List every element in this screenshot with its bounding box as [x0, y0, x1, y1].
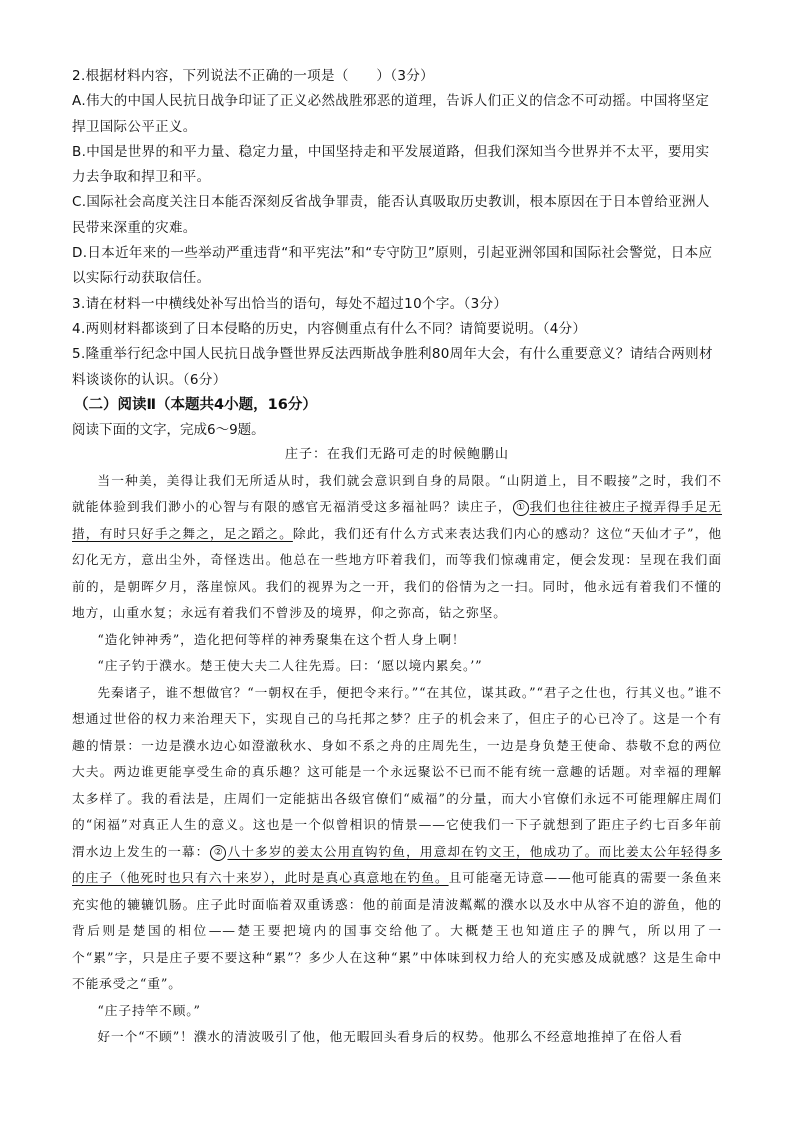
- question-4: 4.两则材料都谈到了日本侵略的历史，内容侧重点有什么不同？请简要说明。（4分）: [72, 320, 587, 337]
- paragraph-text: 且可能毫无诗意——他可能真的需要一条鱼来充实他的辘辘饥肠。庄子此时面临着双重诱惑：他的前面是清波粼粼的濮水以及水中从容不迫的游鱼，他的背后则是楚国的相位——楚王要把境内的国事交给他了。大概楚王也知道庄子的脾气，所以用了一个“累”字，只是庄子要不要这种“累”？多少人在这种“累”中体味到权力给人的充实感及成就感？这是生命中不能承受之“重”。: [72, 870, 722, 992]
- question-5: 5.隆重举行纪念中国人民抗日战争暨世界反法西斯战争胜利80周年大会，有什么重要意义？请结合两则材料谈谈你的认识。（6分）: [72, 346, 713, 388]
- question-2-stem: 2.根据材料内容，下列说法不正确的一项是（ ）（3分）: [72, 68, 435, 84]
- article-paragraph-3: “庄子钓于濮水。楚王使大夫二人往先焉。曰：‘愿以境内累矣。’”: [97, 658, 483, 674]
- underlined-sentence-2: 八十多岁的姜太公用直钩钓鱼，用意却在钓文王，他成功了。而比姜太公年轻得多的庄子（他死时也只有六十来岁），此时是真心真意地在钓鱼。: [72, 843, 722, 886]
- question-2-option-d: D.日本近年来的一些举动严重违背“和平宪法”和“专守防卫”原则，引起亚洲邻国和国际社会警觉，日本应以实际行动获取信任。: [72, 245, 713, 287]
- underlined-sentence-1: 我们也往往被庄子搅弄得手足无措，有时只好手之舞之，足之蹈之。: [72, 499, 722, 541]
- article-paragraph-6: 好一个“不顾”！濮水的清波吸引了他，他无暇回头看身后的权势。他那么不经意地推掉了在俗人看: [97, 1029, 683, 1045]
- question-2-option-c: C.国际社会高度关注日本能否深刻反省战争罪责，能否认真吸取历史教训，根本原因在于日本曾给亚洲人民带来深重的灾难。: [72, 194, 710, 236]
- article-paragraph-2: “造化钟神秀”，造化把何等样的神秀聚集在这个哲人身上啊！: [97, 631, 466, 647]
- exam-page: [72, 64, 722, 1051]
- article-title: 庄子：在我们无路可走的时候鲍鹏山: [284, 446, 509, 462]
- marker-2: ②: [210, 845, 226, 861]
- article-paragraph-4: [72, 680, 722, 998]
- paragraph-text: 除此，我们还有什么方式来表达我们内心的感动？这位“天仙才子”，他幻化无方，意出尘外，奇怪迭出。他总在一些地方吓着我们，而等我们惊魂甫定，便会发现：呈现在我们面前的，是朝晖夕月，落崖惊风。我们的视界为之一开，我们的俗情为之一扫。同时，他永远有着我们不懂的地方，山重水复；永远有着我们不曾涉及的境界，仰之弥高，钻之弥坚。: [72, 525, 722, 621]
- paragraph-text: 先秦诸子，谁不想做官？“一朝权在手，便把令来行。”“在其位，谋其政。”“君子之仕也，行其义也。”谁不想通过世俗的权力来治理天下，实现自己的乌托邦之梦？庄子的机会来了，但庄子的心已冷了。这是一个有趣的情景：一边是濮水边心如澄澈秋水、身如不系之舟的庄周先生，一边是身负楚王使命、恭敬不怠的两位大夫。两边谁更能享受生命的真乐趣？这可能是一个永远聚讼不已而不能有统一意趣的话题。对幸福的理解太多样了。我的看法是，庄周们一定能掂出各级官僚们“威福”的分量，而大小官僚们永远不可能理解庄周们的“闲福”对真正人生的意义。这也是一个似曾相识的情景——它使我们一下子就想到了距庄子约七百多年前渭水边上发生的一幕：: [72, 684, 722, 859]
- paragraph-text: 当一种美，美得让我们无所适从时，我们就会意识到自身的局限。“山阴道上，目不暇接”之时，我们不就能体验到我们渺小的心智与有限的感官无福消受这多福祉吗？读庄子，: [72, 472, 722, 515]
- question-2-option-b: B.中国是世界的和平力量、稳定力量，中国坚持走和平发展道路，但我们深知当今世界并不太平，要用实力去争取和捍卫和平。: [72, 143, 710, 186]
- section-instruction: 阅读下面的文字，完成6～9题。: [72, 421, 265, 438]
- marker-1: ①: [513, 500, 529, 516]
- section-heading: （二）阅读Ⅱ（本题共4小题，16分）: [74, 396, 317, 413]
- article-paragraph-1: [72, 468, 722, 627]
- question-3: 3.请在材料一中横线处补写出恰当的语句，每处不超过10个字。（3分）: [72, 295, 508, 312]
- article-paragraph-5: “庄子持竿不顾。”: [97, 1002, 201, 1018]
- question-2-option-a: A.伟大的中国人民抗日战争印证了正义必然战胜邪恶的道理，告诉人们正义的信念不可动摇。中国将坚定捍卫国际公平正义。: [72, 93, 710, 135]
